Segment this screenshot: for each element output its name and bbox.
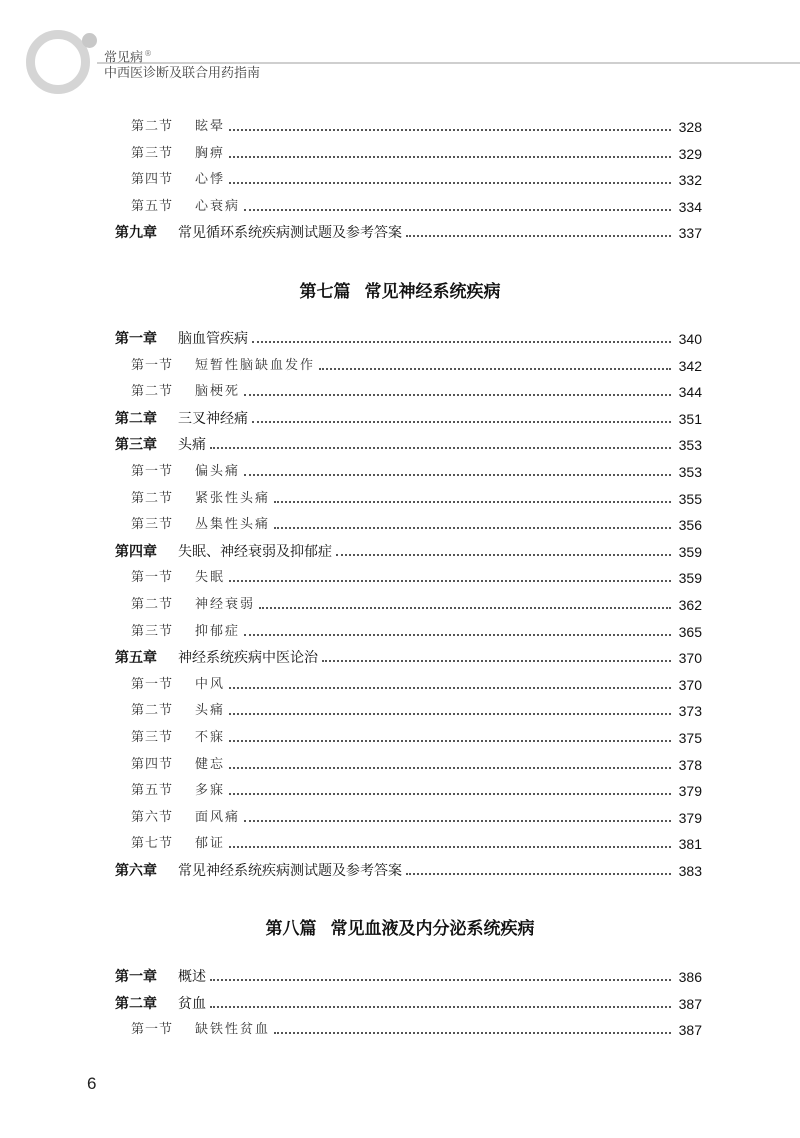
entry-title: 脑梗死 bbox=[195, 384, 241, 400]
page-ref: 386 bbox=[678, 969, 702, 985]
entry-title: 神经衰弱 bbox=[195, 597, 256, 612]
entry-title: 眩晕 bbox=[195, 119, 226, 134]
entry-title: 失眠 bbox=[195, 570, 226, 586]
page-ref: 375 bbox=[678, 730, 702, 746]
toc-entry-section[interactable] bbox=[131, 622, 702, 642]
toc-entry-chapter[interactable] bbox=[115, 223, 702, 243]
page-ref: 373 bbox=[678, 703, 702, 720]
toc-entry-section[interactable] bbox=[131, 675, 702, 695]
part-heading bbox=[0, 277, 800, 302]
entry-title: 胸痹 bbox=[195, 145, 226, 161]
page-ref: 353 bbox=[678, 437, 702, 454]
toc-entry-section[interactable] bbox=[131, 462, 702, 482]
leader-dots bbox=[210, 979, 671, 981]
chapter-label: 第五章 bbox=[115, 650, 157, 667]
leader-dots bbox=[244, 820, 671, 822]
entry-title: 中风 bbox=[195, 676, 226, 692]
chapter-label: 第六章 bbox=[115, 863, 157, 879]
page-ref: 387 bbox=[678, 1022, 702, 1038]
toc-entry-section[interactable] bbox=[131, 170, 702, 190]
toc-entry-section[interactable] bbox=[131, 515, 702, 535]
chapter-label: 第一章 bbox=[115, 969, 157, 985]
section-label: 第五节 bbox=[131, 783, 174, 799]
page-ref: 365 bbox=[678, 623, 702, 640]
entry-title: 概述 bbox=[178, 969, 206, 985]
series-logo-dot-icon bbox=[82, 33, 97, 48]
toc-entry-chapter[interactable] bbox=[115, 409, 702, 429]
section-label: 第一节 bbox=[131, 676, 174, 692]
section-label: 第七节 bbox=[131, 836, 174, 852]
page-ref: 340 bbox=[678, 331, 702, 347]
toc-entry-chapter[interactable] bbox=[115, 329, 702, 349]
leader-dots bbox=[229, 713, 671, 715]
toc-entry-section[interactable] bbox=[131, 489, 702, 509]
leader-dots bbox=[274, 527, 671, 529]
leader-dots bbox=[210, 1006, 671, 1008]
section-label: 第一节 bbox=[131, 1022, 174, 1037]
page-ref: 337 bbox=[678, 225, 702, 241]
chapter-label: 第九章 bbox=[115, 225, 157, 241]
page-ref: 362 bbox=[678, 597, 702, 613]
page-ref: 356 bbox=[678, 517, 702, 534]
page-ref: 355 bbox=[678, 490, 702, 507]
entry-title: 缺铁性贫血 bbox=[195, 1022, 271, 1037]
toc-entry-chapter[interactable] bbox=[115, 967, 702, 987]
section-label: 第六节 bbox=[131, 809, 174, 825]
registered-mark: ® bbox=[144, 49, 153, 58]
toc-entry-chapter[interactable] bbox=[115, 994, 702, 1014]
leader-dots bbox=[252, 341, 671, 343]
chapter-label: 第二章 bbox=[115, 995, 157, 1012]
header-divider bbox=[97, 62, 800, 64]
chapter-label: 第二章 bbox=[115, 410, 157, 427]
page-ref: 344 bbox=[678, 384, 702, 401]
page-ref: 381 bbox=[678, 836, 702, 853]
page-ref: 351 bbox=[678, 410, 702, 427]
entry-title: 失眠、神经衰弱及抑郁症 bbox=[178, 543, 332, 560]
toc-entry-section[interactable] bbox=[131, 808, 702, 828]
entry-title: 多寐 bbox=[195, 783, 226, 799]
leader-dots bbox=[274, 1032, 671, 1034]
entry-title: 神经系统疾病中医论治 bbox=[178, 650, 318, 667]
toc-entry-chapter[interactable] bbox=[115, 861, 702, 881]
page-ref: 378 bbox=[678, 756, 702, 773]
toc-entry-chapter[interactable] bbox=[115, 542, 702, 562]
page-ref: 379 bbox=[678, 783, 702, 800]
toc-entry-section[interactable] bbox=[131, 356, 702, 376]
page-ref: 329 bbox=[678, 145, 702, 162]
toc-entry-section[interactable] bbox=[131, 781, 702, 801]
toc-entry-section[interactable] bbox=[131, 1020, 702, 1040]
toc-entry-section[interactable] bbox=[131, 755, 702, 775]
entry-title: 贫血 bbox=[178, 995, 206, 1012]
page-number: 6 bbox=[87, 1074, 97, 1093]
leader-dots bbox=[229, 740, 671, 742]
leader-dots bbox=[274, 501, 671, 503]
toc-entry-section[interactable] bbox=[131, 382, 702, 402]
page-ref: 379 bbox=[678, 809, 702, 826]
page-ref: 359 bbox=[678, 570, 702, 587]
page-ref: 334 bbox=[678, 198, 702, 215]
page-ref: 328 bbox=[678, 119, 702, 135]
toc-entry-section[interactable] bbox=[131, 834, 702, 854]
section-label: 第二节 bbox=[131, 384, 174, 400]
section-label: 第三节 bbox=[131, 145, 174, 161]
chapter-label: 第三章 bbox=[115, 437, 157, 454]
section-label: 第一节 bbox=[131, 357, 174, 373]
toc-entry-section[interactable] bbox=[131, 701, 702, 721]
leader-dots bbox=[252, 421, 671, 423]
leader-dots bbox=[319, 368, 671, 370]
leader-dots bbox=[229, 580, 671, 582]
toc-entry-chapter[interactable] bbox=[115, 435, 702, 455]
section-label: 第三节 bbox=[131, 623, 174, 639]
leader-dots bbox=[229, 182, 671, 184]
leader-dots bbox=[244, 394, 671, 396]
entry-title: 丛集性头痛 bbox=[195, 517, 271, 533]
section-label: 第四节 bbox=[131, 756, 174, 772]
entry-title: 心悸 bbox=[195, 172, 226, 187]
entry-title: 头痛 bbox=[178, 437, 206, 454]
section-label: 第三节 bbox=[131, 517, 174, 533]
section-label: 第二节 bbox=[131, 597, 174, 612]
toc-entry-section[interactable] bbox=[131, 728, 702, 748]
leader-dots bbox=[229, 846, 671, 848]
page-ref: 342 bbox=[678, 357, 702, 374]
leader-dots bbox=[259, 607, 671, 609]
section-label: 第二节 bbox=[131, 703, 174, 719]
part-title: 常见血液及内分泌系统疾病 bbox=[330, 919, 535, 939]
part-title: 常见神经系统疾病 bbox=[364, 282, 501, 302]
section-label: 第五节 bbox=[131, 198, 174, 214]
leader-dots bbox=[210, 447, 671, 449]
entry-title: 常见循环系统疾病测试题及参考答案 bbox=[178, 225, 402, 241]
page-ref: 370 bbox=[678, 676, 702, 693]
toc-entry-section[interactable] bbox=[131, 595, 702, 615]
entry-title: 常见神经系统疾病测试题及参考答案 bbox=[178, 863, 402, 879]
section-label: 第一节 bbox=[131, 570, 174, 586]
page-ref: 353 bbox=[678, 464, 702, 480]
part-label: 第七篇 bbox=[299, 282, 351, 302]
leader-dots bbox=[336, 554, 671, 556]
book-subtitle: 中西医诊断及联合用药指南 bbox=[104, 66, 261, 81]
toc-entry-section[interactable] bbox=[131, 568, 702, 588]
entry-title: 抑郁症 bbox=[195, 623, 241, 639]
leader-dots bbox=[229, 767, 671, 769]
page-ref: 383 bbox=[678, 863, 702, 879]
entry-title: 紧张性头痛 bbox=[195, 490, 271, 506]
chapter-label: 第四章 bbox=[115, 543, 157, 560]
section-label: 第三节 bbox=[131, 730, 174, 745]
toc-entry-section[interactable] bbox=[131, 117, 702, 137]
leader-dots bbox=[244, 634, 671, 636]
entry-title: 脑血管疾病 bbox=[178, 331, 248, 347]
entry-title: 头痛 bbox=[195, 703, 226, 719]
entry-title: 面风痛 bbox=[195, 809, 241, 825]
entry-title: 健忘 bbox=[195, 756, 226, 772]
page-ref: 359 bbox=[678, 543, 702, 560]
series-logo-ring-icon bbox=[26, 30, 90, 94]
toc-entry-section[interactable] bbox=[131, 144, 702, 164]
entry-title: 郁证 bbox=[195, 836, 226, 852]
section-label: 第二节 bbox=[131, 119, 174, 134]
part-heading bbox=[0, 914, 800, 939]
section-label: 第二节 bbox=[131, 490, 174, 506]
entry-title: 不寐 bbox=[195, 730, 226, 745]
entry-title: 短暂性脑缺血发作 bbox=[195, 357, 316, 373]
leader-dots bbox=[229, 793, 671, 795]
section-label: 第四节 bbox=[131, 172, 174, 187]
chapter-label: 第一章 bbox=[115, 331, 157, 347]
toc-entry-chapter[interactable] bbox=[115, 648, 702, 668]
page-ref: 370 bbox=[678, 650, 702, 667]
page-ref: 332 bbox=[678, 172, 702, 188]
entry-title: 偏头痛 bbox=[195, 464, 241, 479]
leader-dots bbox=[229, 156, 671, 158]
section-label: 第一节 bbox=[131, 464, 174, 479]
leader-dots bbox=[229, 687, 671, 689]
entry-title: 心衰病 bbox=[195, 198, 241, 214]
running-header bbox=[0, 0, 800, 100]
leader-dots bbox=[244, 474, 671, 476]
toc-entry-section[interactable] bbox=[131, 197, 702, 217]
part-label: 第八篇 bbox=[265, 919, 317, 939]
leader-dots bbox=[406, 873, 671, 875]
leader-dots bbox=[244, 209, 671, 211]
leader-dots bbox=[322, 660, 671, 662]
page-ref: 387 bbox=[678, 995, 702, 1012]
entry-title: 三叉神经痛 bbox=[178, 410, 248, 427]
leader-dots bbox=[406, 235, 671, 237]
leader-dots bbox=[229, 129, 671, 131]
book-title: 常见病® bbox=[104, 49, 153, 66]
